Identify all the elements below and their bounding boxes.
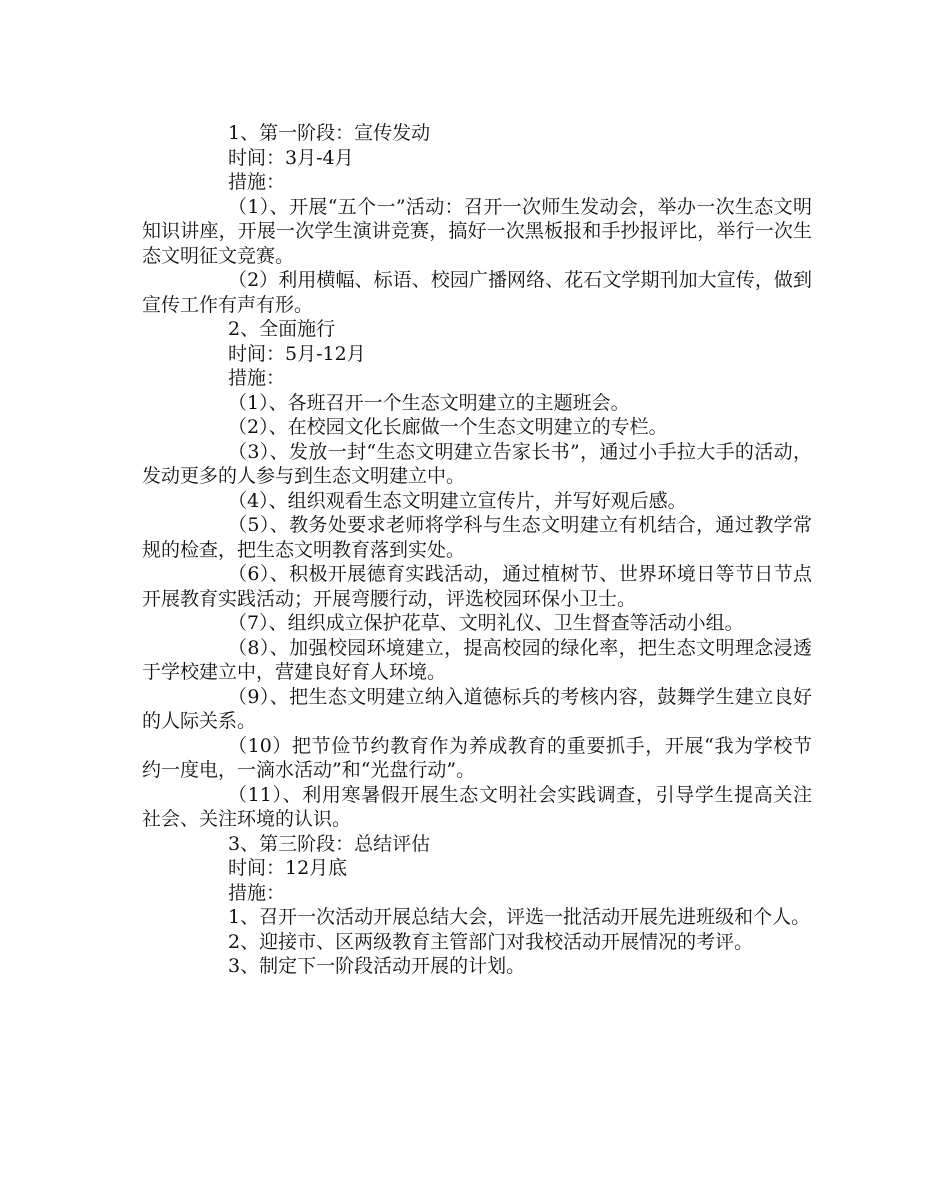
stage-2-time: 时间：5月-12月 (228, 342, 366, 365)
stage-2-measure-9: （9）、把生态文明建立纳入道德标兵的考核内容，鼓舞学生建立良好的人际关系。 (142, 685, 812, 732)
stage-3-time: 时间：12月底 (228, 857, 348, 879)
document-body (142, 121, 812, 979)
stage-2-measure-3: （3）、发放一封“生态文明建立告家长书”，通过小手拉大手的活动，发动更多的人参与到生态文明建立中。 (142, 440, 812, 487)
stage-2-measure-11: （11）、利用寒暑假开展生态文明社会实践调查，引导学生提高关注社会、关注环境的认识。 (142, 783, 812, 830)
stage-1-time: 时间：3月-4月 (228, 146, 354, 169)
stage-1-measures-label: 措施： (228, 171, 286, 193)
stage-2-measure-4: （4）、组织观看生态文明建立宣传片，并写好观后感。 (228, 489, 687, 512)
stage-2-measure-7: （7）、组织成立保护花草、文明礼仪、卫生督查等活动小组。 (228, 612, 744, 634)
stage-2-measures-label: 措施： (228, 367, 286, 389)
stage-3-measures-label: 措施： (228, 881, 286, 904)
stage-1-heading: 1、第一阶段：宣传发动 (228, 122, 431, 144)
stage-1-measure-2: （2）利用横幅、标语、校园广播网络、花石文学期刊加大宣传，做到宣传工作有声有形。 (142, 269, 812, 316)
stage-1-measure-1: （1）、开展“五个一”活动：召开一次师生发动会，举办一次生态文明知识讲座，开展一次学生演讲竞赛，搞好一次黑板报和手抄报评比，举行一次生态文明征文竞赛。 (142, 195, 812, 267)
stage-2-measure-8: （8）、加强校园环境建立，提高校园的绿化率，把生态文明理念浸透于学校建立中，营建良好育人环境。 (142, 636, 812, 683)
stage-2-measure-1: （1）、各班召开一个生态文明建立的主题班会。 (228, 391, 630, 414)
stage-2-measure-6: （6）、积极开展德育实践活动，通过植树节、世界环境日等节日节点开展教育实践活动；开展弯腰行动，评选校园环保小卫士。 (142, 563, 812, 610)
stage-2-measure-10: （10）把节俭节约教育作为养成教育的重要抓手，开展“我为学校节约一度电，一滴水活动”和“光盘行动”。 (142, 734, 812, 781)
stage-3-measure-1: 1、召开一次活动开展总结大会，评选一批活动开展先进班级和个人。 (228, 906, 811, 928)
stage-2-heading: 2、全面施行 (228, 318, 336, 340)
stage-3-heading: 3、第三阶段：总结评估 (228, 832, 431, 855)
stage-2-measure-2: （2）、在校园文化长廊做一个生态文明建立的专栏。 (228, 416, 668, 438)
stage-3-measure-2: 2、迎接市、区两级教育主管部门对我校活动开展情况的考评。 (228, 930, 754, 953)
stage-3-measure-3: 3、制定下一阶段活动开展的计划。 (228, 955, 526, 977)
stage-2-measure-5: （5）、教务处要求老师将学科与生态文明建立有机结合，通过教学常规的检查，把生态文明教育落到实处。 (142, 514, 812, 561)
